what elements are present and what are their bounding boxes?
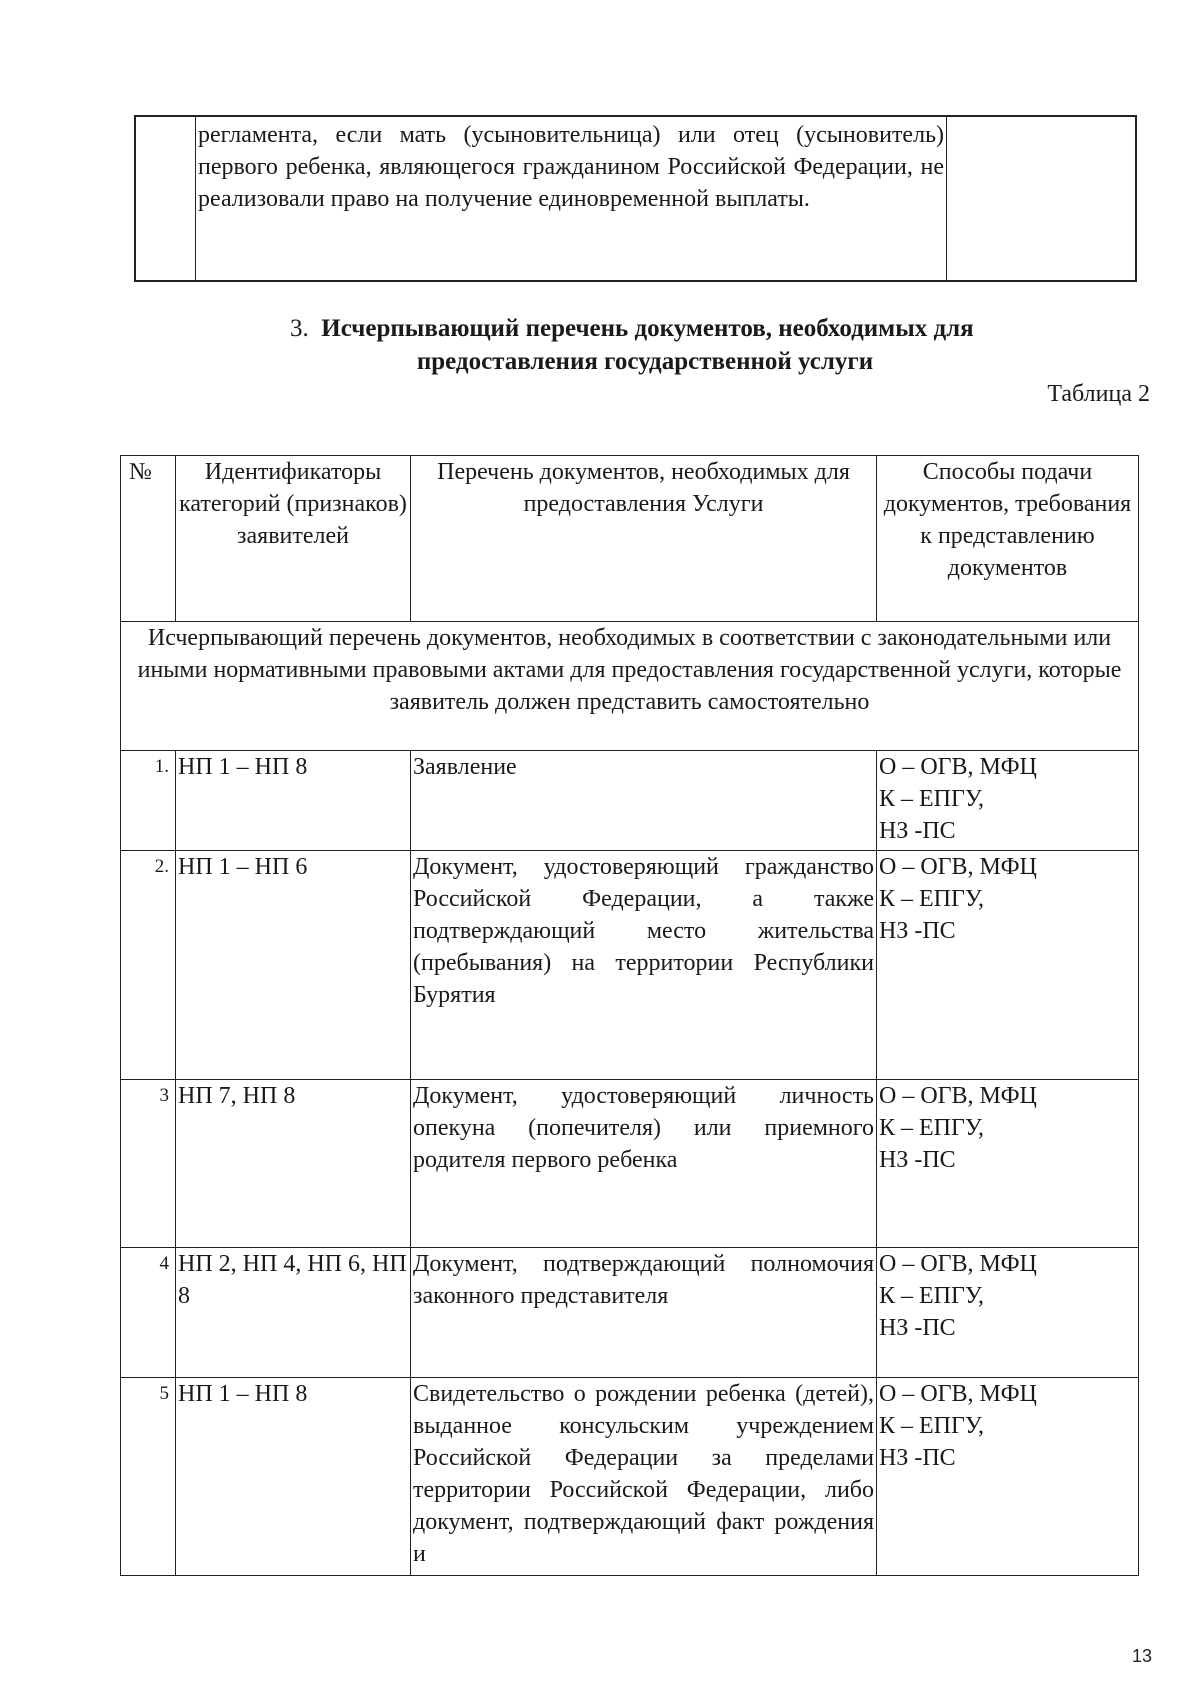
method-mail: НЗ -ПС xyxy=(879,1445,956,1471)
documents-table xyxy=(120,455,1139,1576)
section-heading xyxy=(290,315,1190,343)
method-mail: НЗ -ПС xyxy=(879,918,956,944)
row-number: 5 xyxy=(121,1378,176,1576)
row-methods xyxy=(877,851,1139,1080)
method-epgu: К – ЕПГУ, xyxy=(879,1283,984,1309)
row-identifiers: НП 7, НП 8 xyxy=(176,1080,411,1248)
table-row xyxy=(121,1248,1139,1378)
row-document: Документ, удостоверяющий личность опекуна (попечителя) или приемного родителя первого ребенка xyxy=(411,1080,877,1248)
row-number: 2. xyxy=(121,851,176,1080)
section-title-line2: предоставления государственной услуги xyxy=(416,348,874,375)
row-identifiers: НП 1 – НП 8 xyxy=(176,751,411,851)
row-methods xyxy=(877,1378,1139,1576)
continuation-cell-empty-left xyxy=(136,117,196,280)
table-row xyxy=(121,1080,1139,1248)
method-mail: НЗ -ПС xyxy=(879,1315,956,1341)
row-methods xyxy=(877,751,1139,851)
row-identifiers: НП 2, НП 4, НП 6, НП 8 xyxy=(176,1248,411,1378)
header-identifiers: Идентификаторы категорий (признаков) заявителей xyxy=(176,456,411,622)
table-section-row xyxy=(121,622,1139,751)
table-row xyxy=(121,1378,1139,1576)
section-row-text: Исчерпывающий перечень документов, необходимых в соответствии с законодательными или иными нормативными правовыми актами для предоставления государственной услуги, которые заявитель должен представить самостоятельно xyxy=(121,622,1139,751)
row-document: Документ, подтверждающий полномочия законного представителя xyxy=(411,1248,877,1378)
row-number: 4 xyxy=(121,1248,176,1378)
row-number: 3 xyxy=(121,1080,176,1248)
continuation-text: регламента, если мать (усыновительница) или отец (усыновитель) первого ребенка, являющегося гражданином Российской Федерации, не реализовали право на получение единовременной выплаты. xyxy=(195,117,947,280)
section-number: 3. xyxy=(290,315,309,342)
row-document: Заявление xyxy=(411,751,877,851)
header-num: № xyxy=(121,456,176,622)
continuation-cell-empty-right xyxy=(947,117,1135,280)
table-row xyxy=(121,751,1139,851)
header-documents: Перечень документов, необходимых для предоставления Услуги xyxy=(411,456,877,622)
row-methods xyxy=(877,1080,1139,1248)
header-methods: Способы подачи документов, требования к представлению документов xyxy=(877,456,1139,622)
method-mail: НЗ -ПС xyxy=(879,818,956,844)
method-epgu: К – ЕПГУ, xyxy=(879,1115,984,1141)
method-in-person: О – ОГВ, МФЦ xyxy=(879,1251,1037,1277)
method-epgu: К – ЕПГУ, xyxy=(879,886,984,912)
continuation-table xyxy=(134,115,1137,282)
row-identifiers: НП 1 – НП 8 xyxy=(176,1378,411,1576)
section-title-line1: Исчерпывающий перечень документов, необходимых для xyxy=(321,315,974,342)
method-mail: НЗ -ПС xyxy=(879,1147,956,1173)
method-in-person: О – ОГВ, МФЦ xyxy=(879,754,1037,780)
page-number: 13 xyxy=(1131,1646,1152,1666)
method-in-person: О – ОГВ, МФЦ xyxy=(879,1083,1037,1109)
row-number: 1. xyxy=(121,751,176,851)
row-document: Свидетельство о рождении ребенка (детей), выданное консульским учреждением Российской Федерации за пределами территории Российской Федерации, либо документ, подтверждающий факт рождения и xyxy=(411,1378,877,1576)
row-identifiers: НП 1 – НП 6 xyxy=(176,851,411,1080)
table-row xyxy=(121,851,1139,1080)
method-in-person: О – ОГВ, МФЦ xyxy=(879,854,1037,880)
row-methods xyxy=(877,1248,1139,1378)
method-epgu: К – ЕПГУ, xyxy=(879,786,984,812)
table-label: Таблица 2 xyxy=(1047,381,1150,407)
method-epgu: К – ЕПГУ, xyxy=(879,1413,984,1439)
row-document: Документ, удостоверяющий гражданство Российской Федерации, а также подтверждающий место жительства (пребывания) на территории Республики Бурятия xyxy=(411,851,877,1080)
table-header-row xyxy=(121,456,1139,622)
method-in-person: О – ОГВ, МФЦ xyxy=(879,1381,1037,1407)
